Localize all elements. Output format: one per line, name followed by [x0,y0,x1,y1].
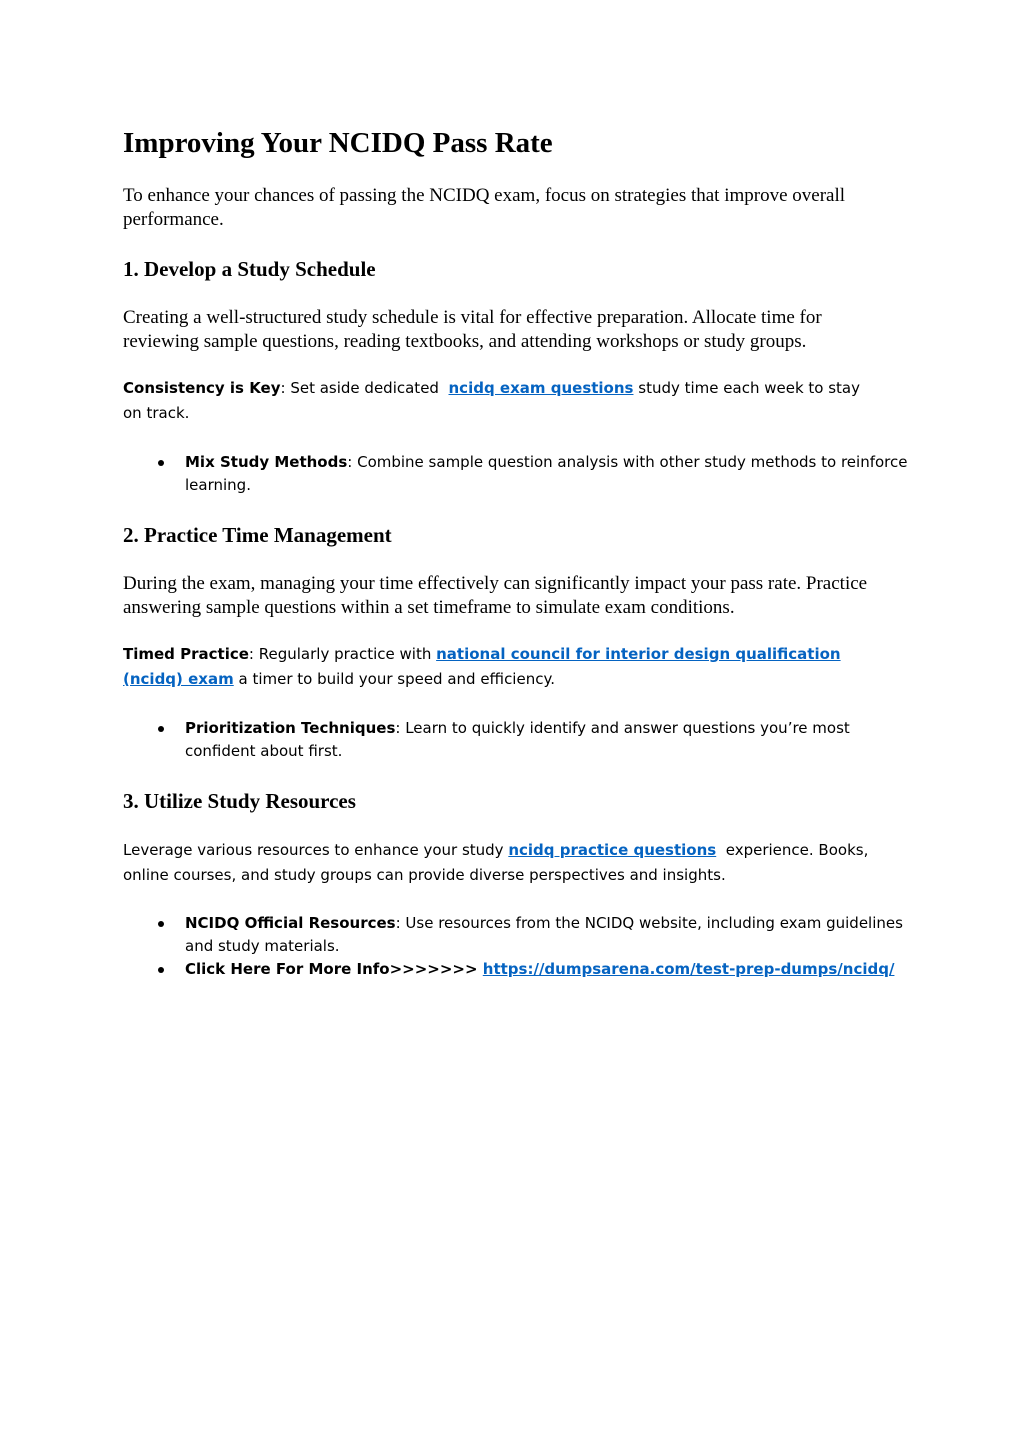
bullet-icon [158,460,164,466]
bullet-icon [158,921,164,927]
bullet-label: Click Here For More Info>>>>>>> [185,960,483,978]
ncidq-exam-link[interactable]: national council for interior design qualification (ncidq) exam [123,645,841,688]
list-item [123,958,913,981]
tip-text-before: : Set aside dedicated [280,379,444,397]
page-title: Improving Your NCIDQ Pass Rate [123,127,553,159]
bullet-icon [158,967,164,973]
bullet-text: : Use resources from the NCIDQ website, including exam guidelines and study materials. [185,914,903,955]
paragraph-text-before: Leverage various resources to enhance your study [123,841,509,859]
bullet-label: NCIDQ Official Resources [185,914,396,932]
section-3-heading: 3. Utilize Study Resources [123,789,356,813]
section-1-tip [123,376,883,426]
ncidq-practice-questions-link[interactable]: ncidq practice questions [508,841,717,859]
tip-text-before: : Regularly practice with [248,645,437,663]
bullet-text: : Combine sample question analysis with other study methods to reinforce learning. [185,453,908,494]
section-1-paragraph: Creating a well-structured study schedule is vital for effective preparation. Allocate time for reviewing sample questions, reading textbooks, and attending workshops or study groups. [123,307,822,352]
list-item [123,451,913,497]
bullet-label: Prioritization Techniques [185,719,396,737]
section-3-paragraph [123,838,883,888]
tip-text-after: study time each week to stay on track. [123,379,860,422]
section-2-bullets [123,717,913,763]
section-1-bullets [123,451,913,497]
section-1-heading: 1. Develop a Study Schedule [123,257,376,281]
list-item [123,912,913,958]
tip-label: Consistency is Key [123,379,281,397]
paragraph-text-after: experience. Books, online courses, and study groups can provide diverse perspectives and insights. [123,841,874,884]
intro-paragraph: To enhance your chances of passing the NCIDQ exam, focus on strategies that improve overall performance. [123,185,846,230]
section-2-tip [123,642,883,692]
bullet-label: Mix Study Methods [185,453,348,471]
dumpsarena-url-link[interactable]: https://dumpsarena.com/test-prep-dumps/ncidq/ [482,960,895,978]
tip-text-after: a timer to build your speed and efficiency. [233,670,555,688]
bullet-icon [158,726,164,732]
list-item [123,717,913,763]
section-2-heading: 2. Practice Time Management [123,523,392,547]
tip-label: Timed Practice [123,645,249,663]
ncidq-exam-questions-link[interactable]: ncidq exam questions [448,379,634,397]
section-3-bullets [123,912,913,981]
section-2-paragraph: During the exam, managing your time effectively can significantly impact your pass rate. Practice answering sample questions within a set timeframe to simulate exam conditions. [123,573,868,618]
bullet-text: : Learn to quickly identify and answer questions you’re most confident about first. [185,719,850,760]
